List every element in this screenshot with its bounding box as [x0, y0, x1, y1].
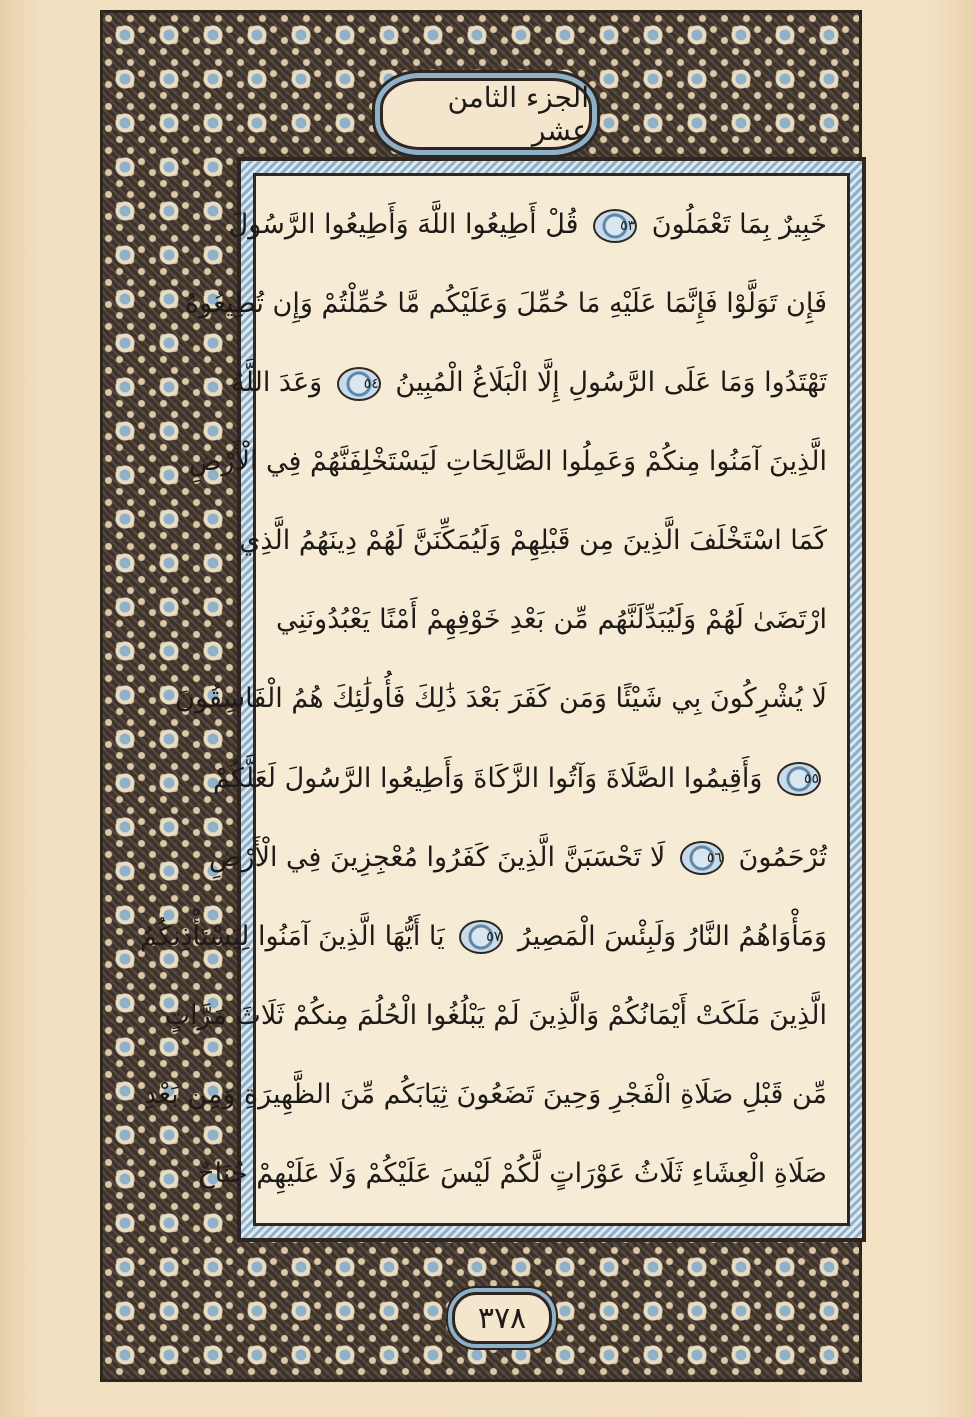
verse-text: فَإِن تَوَلَّوْا فَإِنَّمَا عَلَيْهِ مَا حُمِّلَ وَعَلَيْكُم مَّا حُمِّلْتُمْ وَإِن تُطِيعُوهُ [185, 288, 827, 320]
text-frame [140, 157, 866, 1242]
verse-text: يَا أَيُّهَا الَّذِينَ آمَنُوا لِيَسْتَأْذِنكُمُ [140, 920, 445, 952]
verse-line [164, 989, 827, 1051]
verse-text: وَمَأْوَاهُمُ النَّارُ وَلَبِئْسَ الْمَصِيرُ [517, 920, 827, 952]
verse-text: قُلْ أَطِيعُوا اللَّهَ وَأَطِيعُوا الرَّسُولَ [228, 209, 579, 240]
ayah-number-marker: ٥٦ [680, 841, 724, 875]
verse-text: الَّذِينَ مَلَكَتْ أَيْمَانُكُمْ وَالَّذِينَ لَمْ يَبْلُغُوا الْحُلُمَ مِنكُمْ ثَلَاثَ مَرَّاتٍ [164, 999, 827, 1031]
verse-text: وَعَدَ اللَّهُ [231, 367, 323, 399]
verse-text: خَبِيرٌ بِمَا تَعْمَلُونَ [651, 209, 827, 240]
verse-line [185, 277, 827, 339]
verse-line [197, 1147, 827, 1209]
verse-line [239, 514, 827, 576]
ayah-number-marker: ٥٣ [593, 209, 637, 243]
verse-line [175, 672, 827, 734]
verse-text: ارْتَضَىٰ لَهُمْ وَلَيُبَدِّلَنَّهُم مِّن بَعْدِ خَوْفِهِمْ أَمْنًا يَعْبُدُونَنِي [276, 604, 827, 636]
ayah-number-marker: ٥٧ [459, 920, 503, 954]
verse-text: تَهْتَدُوا وَمَا عَلَى الرَّسُولِ إِلَّا الْبَلَاغُ الْمُبِينُ [395, 367, 827, 399]
verse-text: صَلَاةِ الْعِشَاءِ ثَلَاثُ عَوْرَاتٍ لَّكُمْ لَيْسَ عَلَيْكُمْ وَلَا عَلَيْهِمْ جُنَاحٌ [197, 1157, 827, 1189]
verse-line [140, 910, 827, 972]
ayah-number-marker: ٥٥ [777, 762, 821, 796]
verse-line [144, 1068, 827, 1130]
verse-text: الَّذِينَ آمَنُوا مِنكُمْ وَعَمِلُوا الصَّالِحَاتِ لَيَسْتَخْلِفَنَّهُمْ فِي الْأَرْضِ [188, 446, 827, 478]
verse-text: وَأَقِيمُوا الصَّلَاةَ وَآتُوا الزَّكَاةَ وَأَطِيعُوا الرَّسُولَ لَعَلَّكُمْ [212, 762, 763, 794]
verse-text: كَمَا اسْتَخْلَفَ الَّذِينَ مِن قَبْلِهِمْ وَلَيُمَكِّنَنَّ لَهُمْ دِينَهُمُ الَّذِي [239, 525, 827, 557]
verse-text: تُرْحَمُونَ [738, 841, 827, 873]
verse-text-block [140, 173, 850, 1226]
verse-text: مِّن قَبْلِ صَلَاةِ الْفَجْرِ وَحِينَ تَضَعُونَ ثِيَابَكُم مِّنَ الظَّهِيرَةِ وَمِن بَعْدِ [144, 1078, 827, 1110]
verse-text: لَا يُشْرِكُونَ بِي شَيْئًا وَمَن كَفَرَ بَعْدَ ذَٰلِكَ فَأُولَٰئِكَ هُمُ الْفَاسِقُونَ [175, 683, 827, 715]
juz-header [380, 78, 592, 150]
verse-line [276, 593, 827, 655]
ayah-number-marker: ٥٤ [337, 367, 381, 401]
verse-text: لَا تَحْسَبَنَّ الَّذِينَ كَفَرُوا مُعْجِزِينَ فِي الْأَرْضِ [208, 841, 666, 873]
juz-title: الجزء الثامن عشر [447, 81, 589, 147]
page-number: ٣٧٨ [477, 1300, 527, 1336]
verse-line [188, 435, 827, 497]
verse-line [231, 356, 827, 418]
verse-line [208, 831, 827, 893]
page-number-cartouche [452, 1292, 552, 1344]
verse-line [212, 752, 827, 814]
verse-line [228, 198, 827, 260]
